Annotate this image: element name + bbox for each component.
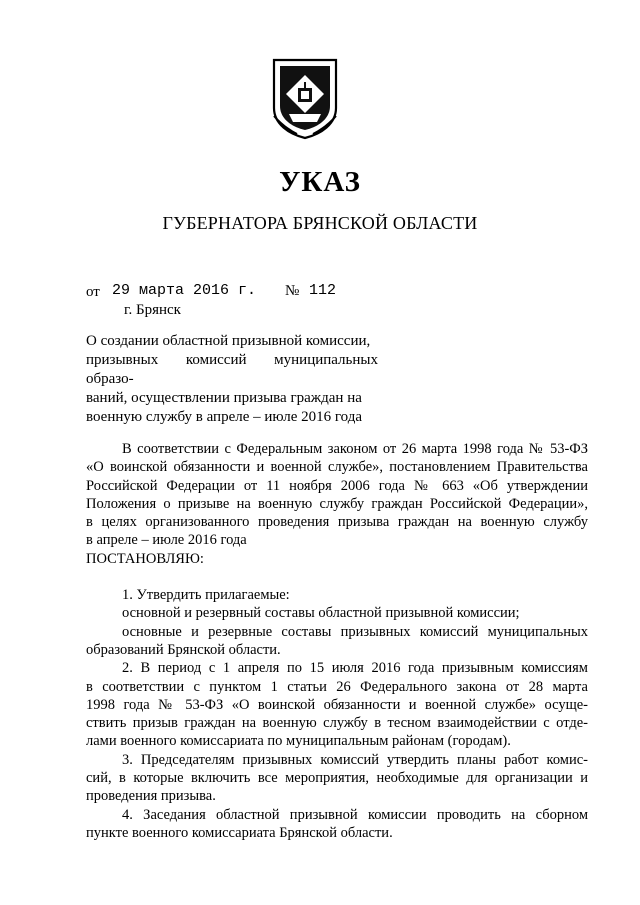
coat-of-arms-emblem [271, 58, 339, 140]
item-2-line: в соответствии с пунктом 1 статьи 26 Федерального закона от 28 марта [86, 678, 588, 695]
document-date: 29 марта 2016 г. [112, 282, 257, 299]
subject-heading [86, 332, 378, 427]
preamble-line: в апреле – июле 2016 года [86, 532, 247, 549]
preamble-line: «О воинской обязанности и военной службе», постановлением Правительства [86, 459, 588, 476]
item-1-line: основной и резервный составы областной призывной комиссии; [122, 605, 520, 622]
subject-line: призывных комиссий муниципальных образо- [86, 352, 378, 387]
document-title: УКАЗ [279, 166, 361, 198]
item-2-line: 2. В период с 1 апреля по 15 июля 2016 года призывным комиссиям [122, 660, 588, 677]
document-number: 112 [309, 282, 337, 299]
subject-line: военную службу в апреле – июле 2016 года [86, 409, 363, 425]
item-1-line: 1. Утвердить прилагаемые: [122, 587, 290, 604]
preamble-line: Положения о призыве на военную службу граждан Российской Федерации», [86, 495, 588, 512]
item-2-line: ствить призыв граждан на военную службу в тесном взаимодействии с отде- [86, 715, 588, 732]
subject-line: ваний, осуществлении призыва граждан на [86, 390, 362, 406]
item-4-line: пункте военного комиссариата Брянской области. [86, 824, 393, 841]
preamble-line: в целях организованного проведения призыва граждан на военную службу [86, 514, 588, 531]
subject-line: О создании областной призывной комиссии, [86, 333, 371, 349]
city-label: г. Брянск [124, 302, 181, 318]
item-2-line: 1998 года № 53-ФЗ «О воинской обязанности и военной службе» осуще- [86, 696, 588, 713]
document-body [86, 440, 588, 842]
date-from-label: от [86, 284, 100, 300]
document-subtitle: ГУБЕРНАТОРА БРЯНСКОЙ ОБЛАСТИ [162, 213, 478, 233]
number-label: № [285, 283, 300, 299]
item-3-line: сий, в которые включить все мероприятия, необходимые для организации и [86, 770, 588, 787]
item-4-line: 4. Заседания областной призывной комиссии проводить на сборном [122, 806, 588, 823]
preamble-line: Российской Федерации от 11 ноября 2006 года № 663 «Об утверждении [86, 477, 588, 494]
decree-word: ПОСТАНОВЛЯЮ: [86, 550, 204, 567]
preamble-line: В соответствии с Федеральным законом от 26 марта 1998 года № 53-ФЗ [122, 441, 588, 457]
item-3-line: проведения призыва. [86, 788, 216, 805]
item-1-line: образований Брянской области. [86, 641, 281, 658]
item-3-line: 3. Председателям призывных комиссий утвердить планы работ комис- [122, 751, 588, 768]
item-2-line: лами военного комиссариата по муниципальным районам (городам). [86, 733, 511, 750]
item-1-line: основные и резервные составы призывных комиссий муниципальных [122, 623, 588, 640]
